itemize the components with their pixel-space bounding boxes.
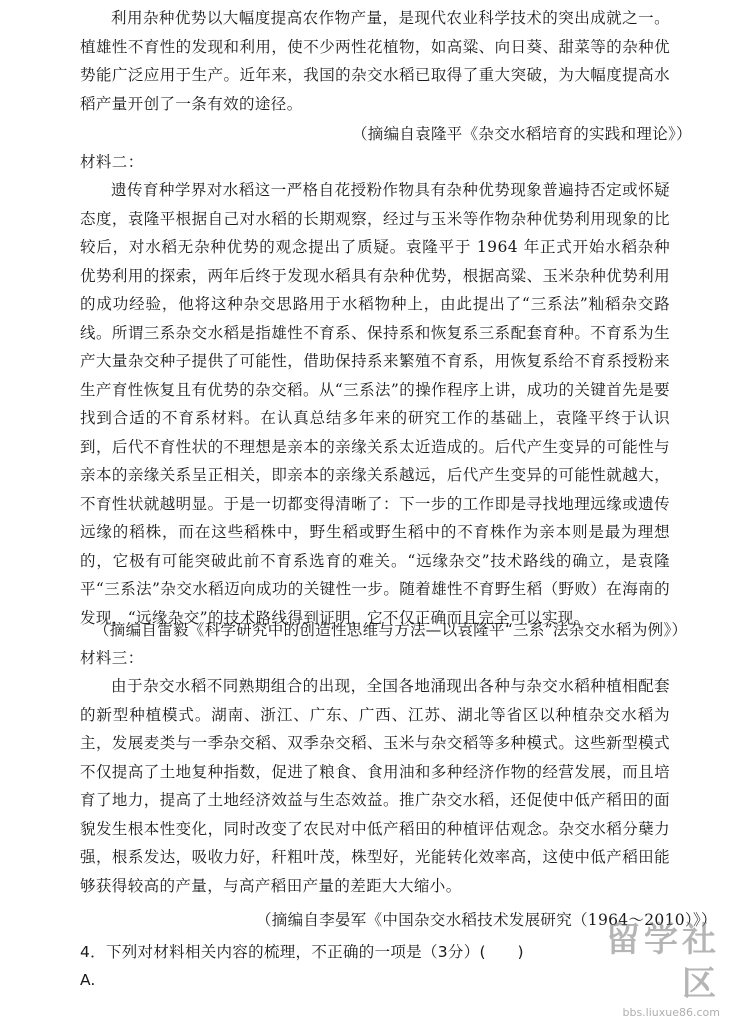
- site-watermark: [570, 918, 720, 1019]
- material3-source: （摘编自李晏军《中国杂交水稻技术发展研究（1964～2010）》）: [256, 911, 717, 929]
- question-4: 4．下列对材料相关内容的梳理，不正确的一项是（3分）( ): [80, 943, 524, 961]
- material3-paragraph: 由于杂交水稻不同熟期组合的出现，全国各地涌现出各种与杂交水稻种植相配套的新型种植模式。湖南、浙江、广东、广西、江苏、湖北等省区以种植杂交水稻为主，发展麦类与一季杂交稻、双季杂交稻、玉米与杂交稻等多种模式。这些新型模式不仅提高了土地复种指数，促进了粮食、食用油和多种经济作物的经营发展，而且培育了地力，提高了土地经济效益与生态效益。推广杂交水稻，还促使中低产稻田的面貌发生根本性变化，同时改变了农民对中低产稻田的种植评估观念。杂交水稻分蘖力强，根系发达，吸收力好，秆粗叶茂，株型好，光能转化效率高，这使中低产稻田能够获得较高的产量，与高产稻田产量的差距大大缩小。: [80, 677, 670, 895]
- watermark-logo-text: 留学社区: [606, 920, 720, 1004]
- material3-heading: 材料三：: [80, 649, 144, 667]
- material1-source: （摘编自袁隆平《杂交水稻培育的实践和理论》）: [352, 125, 692, 143]
- material2-source: （摘编自雷毅《科学研究中的创造性思维与方法—以袁隆平“三系”法杂交水稻为例》）: [94, 621, 688, 639]
- material1-paragraph: 利用杂种优势以大幅度提高农作物产量，是现代农业科学技术的突出成就之一。植雄性不育性的发现和利用，使不少两性花植物，如高粱、向日葵、甜菜等的杂种优势能广泛应用于生产。近年来，我国的杂交水稻已取得了重大突破，为大幅度提高水稻产量开创了一条有效的途径。: [80, 9, 670, 113]
- option-a: A.: [80, 971, 96, 989]
- material2-heading: 材料二：: [80, 153, 144, 171]
- material2-paragraph: 遗传育种学界对水稻这一严格自花授粉作物具有杂种优势现象普遍持否定或怀疑态度，袁隆平根据自己对水稻的长期观察，经过与玉米等作物杂种优势利用现象的比较后，对水稻无杂种优势的观念提出了质疑。袁隆平于 1964 年正式开始水稻杂种优势利用的探索，两年后终于发现水稻具有杂种优势，根据高粱、玉米杂种优势利用的成功经验，他将这种杂交思路用于水稻物种上，由此提出了“三系法”籼稻杂交路线。所谓三系杂交水稻是指雄性不育系、保持系和恢复系三系配套育种。不育系为生产大量杂交种子提供了可能性，借助保持系来繁殖不育系，用恢复系给不育系授粉来生产育性恢复且有优势的杂交稻。从“三系法”的操作程序上讲，成功的关键首先是要找到合适的不育系材料。在认真总结多年来的研究工作的基础上，袁隆平终于认识到，后代不育性状的不理想是亲本的亲缘关系太近造成的。后代产生变异的可能性与亲本的亲缘关系呈正相关，即亲本的亲缘关系越远，后代产生变异的可能性就越大，不育性状就越明显。于是一切都变得清晰了：下一步的工作即是寻找地理远缘或遗传远缘的稻株，而在这些稻株中，野生稻或野生稻中的不育株作为亲本则是最为理想的，它极有可能突破此前不育系选育的难关。“远缘杂交”技术路线的确立，是袁隆平“三系法”杂交水稻迈向成功的关键性一步。随着雄性不育野生稻（野败）在海南的发现，“远缘杂交”的技术路线得到证明，它不仅正确而且完全可以实现。: [80, 181, 670, 627]
- watermark-url: bbs.liuxue86.com: [622, 1006, 720, 1019]
